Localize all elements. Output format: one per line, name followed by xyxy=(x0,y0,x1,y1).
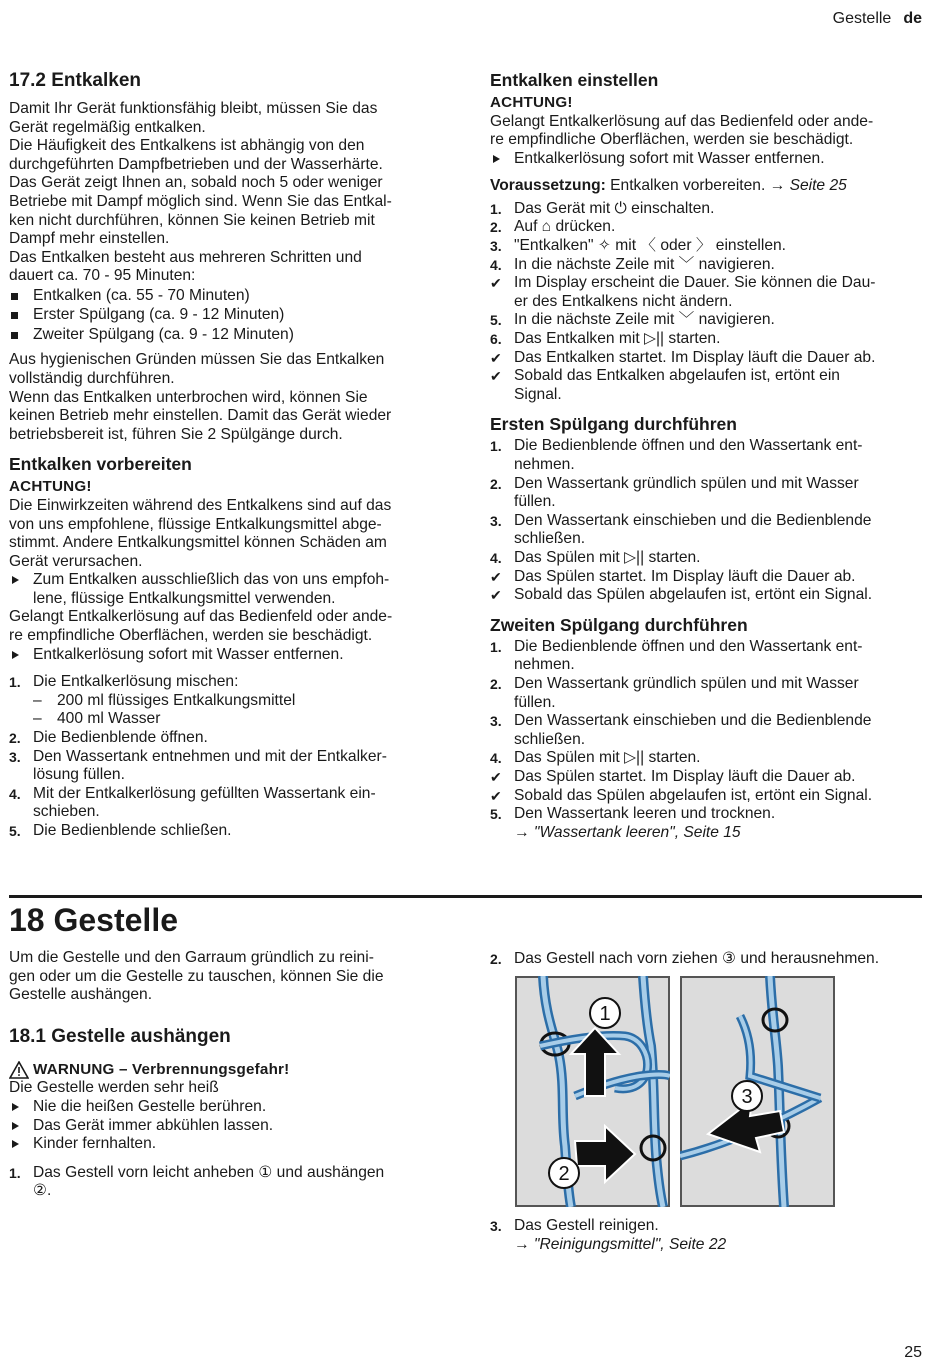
warning-label: WARNUNG – Verbrennungsgefahr! xyxy=(33,1060,290,1078)
step-item xyxy=(490,256,930,275)
step-text: nehmen. xyxy=(514,656,575,674)
step-text: Das Spülen mit ▷|| starten. xyxy=(514,749,701,767)
list-item xyxy=(9,286,449,306)
prep-warning-line: re empfindliche Oberflächen, werden sie beschädigt. xyxy=(9,627,373,645)
prep-warning-line: Gerät verursachen. xyxy=(9,552,143,570)
result-item xyxy=(490,367,930,404)
step-number: 2. xyxy=(490,951,502,967)
triangle-bullet-icon xyxy=(493,155,500,163)
step-text: schließen. xyxy=(514,530,586,548)
list-item-text: Zweiter Spülgang (ca. 9 - 12 Minuten) xyxy=(33,325,294,343)
step-item xyxy=(490,475,930,512)
hygiene-line: keinen Betrieb mehr einstellen. Damit das Gerät wieder xyxy=(9,407,392,425)
rinse1-heading: Ersten Spülgang durchführen xyxy=(490,414,737,435)
dash-bullet-icon: – xyxy=(33,691,42,709)
result-item xyxy=(490,349,930,368)
step-item xyxy=(490,675,930,712)
checkmark-icon: ✔ xyxy=(490,275,502,292)
step-text: lösung füllen. xyxy=(33,766,125,784)
action-line: lene, flüssige Entkalkungsmittel verwenden. xyxy=(33,589,336,607)
square-bullet-icon xyxy=(11,293,18,300)
action-item xyxy=(9,646,449,665)
prerequisite xyxy=(490,177,930,196)
step-item xyxy=(490,712,930,749)
triangle-bullet-icon xyxy=(12,1103,19,1111)
step-text: Die Bedienblende öffnen. xyxy=(33,729,208,747)
step-number: 5. xyxy=(490,312,502,329)
chapter-intro-line: gen oder um die Gestelle zu tauschen, können Sie die xyxy=(9,967,384,985)
intro-line: dauert ca. 70 - 95 Minuten: xyxy=(9,267,196,285)
list-item-text: Erster Spülgang (ca. 9 - 12 Minuten) xyxy=(33,306,285,324)
step-item xyxy=(9,673,449,692)
step-number: 2. xyxy=(490,675,502,692)
action-line: Entkalkerlösung sofort mit Wasser entfernen. xyxy=(33,645,344,663)
header-lang: de xyxy=(903,10,922,27)
step-text: In die nächste Zeile mit ﹀ navigieren. xyxy=(514,255,775,273)
step-number: 2. xyxy=(9,730,21,747)
result-item xyxy=(490,568,930,587)
sub-item xyxy=(9,710,449,729)
chapter-right-column xyxy=(490,950,930,969)
action-line: Zum Entkalken ausschließlich das von uns empfoh- xyxy=(33,571,390,589)
square-bullet-icon xyxy=(11,312,18,319)
rinse2-steps xyxy=(490,638,930,824)
list-item-text: Entkalken (ca. 55 - 70 Minuten) xyxy=(33,286,250,304)
sub-item-text: 400 ml Wasser xyxy=(57,710,161,728)
step-text: Signal. xyxy=(514,385,562,403)
step-text: Im Display erscheint die Dauer. Sie können die Dau- xyxy=(514,274,876,292)
step-number: 1. xyxy=(490,200,502,217)
prep-warning-line: Gelangt Entkalkerlösung auf das Bedienfeld oder ande- xyxy=(9,608,393,626)
header-section: Gestelle xyxy=(832,10,892,27)
prerequisite-text: Entkalken vorbereiten. xyxy=(605,177,770,195)
step-text: Auf ⌂ drücken. xyxy=(514,218,616,236)
dash-bullet-icon: – xyxy=(33,710,42,728)
action-item xyxy=(9,571,449,608)
step-number: 4. xyxy=(9,785,21,802)
triangle-bullet-icon xyxy=(12,576,19,584)
step-item xyxy=(490,805,930,824)
step-item xyxy=(9,748,449,785)
prep-steps xyxy=(9,673,449,840)
running-header xyxy=(833,10,922,29)
result-item xyxy=(490,274,930,311)
checkmark-icon: ✔ xyxy=(490,768,502,785)
step-text: In die nächste Zeile mit ﹀ navigieren. xyxy=(514,311,775,329)
step-number: 2. xyxy=(490,219,502,236)
step-text: Das Gestell nach vorn ziehen ③ und herausnehmen. xyxy=(514,950,880,967)
figure-label: 3 xyxy=(741,1086,753,1108)
reference-row xyxy=(490,824,930,843)
step-item xyxy=(490,638,930,675)
intro-line: Das Gerät zeigt Ihnen an, sobald noch 5 oder weniger xyxy=(9,174,383,192)
settings-steps xyxy=(490,200,930,405)
step-item xyxy=(9,1164,449,1201)
step-item xyxy=(490,218,930,237)
step-text: Das Spülen startet. Im Display läuft die Dauer ab. xyxy=(514,767,856,785)
list-item xyxy=(9,325,449,345)
intro-line: Damit Ihr Gerät funktionsfähig bleibt, müssen Sie das xyxy=(9,100,378,117)
step-number: 4. xyxy=(490,750,502,767)
step-number: 5. xyxy=(490,806,502,823)
reference-row xyxy=(490,1236,930,1255)
step-text: schließen. xyxy=(514,730,586,748)
step-text: Das Spülen mit ▷|| starten. xyxy=(514,548,701,566)
settings-warning-line: Gelangt Entkalkerlösung auf das Bedienfeld oder ande- xyxy=(490,112,874,130)
step-text: Die Bedienblende schließen. xyxy=(33,822,232,839)
intro-line: Dampf mehr einstellen. xyxy=(9,230,170,248)
rack-figure-lift xyxy=(515,976,670,1207)
step-item xyxy=(490,1217,930,1236)
step-item xyxy=(9,822,449,841)
step-number: 6. xyxy=(490,331,502,348)
triangle-bullet-icon xyxy=(12,651,19,659)
step-text: Die Bedienblende öffnen und den Wassertank ent- xyxy=(514,637,863,655)
page-reference-link[interactable]: → Seite 25 xyxy=(769,177,847,195)
chapter-intro-line: Um die Gestelle und den Garraum gründlich zu reini- xyxy=(9,949,374,966)
action-item xyxy=(9,1098,449,1117)
chapter-left-column xyxy=(9,901,449,1201)
step-text: Den Wassertank leeren und trocknen. xyxy=(514,805,776,823)
warning-text: Die Gestelle werden sehr heiß xyxy=(9,1079,219,1097)
step-text: Sobald das Spülen abgelaufen ist, ertönt ein Signal. xyxy=(514,586,873,604)
section-heading-18-1: 18.1 Gestelle aushängen xyxy=(9,1025,231,1047)
step-item xyxy=(490,237,930,256)
step-text: Das Gestell reinigen. xyxy=(514,1217,659,1234)
step-number: 3. xyxy=(490,512,502,529)
step-number: 4. xyxy=(490,256,502,273)
action-item xyxy=(490,150,930,169)
step-text: schieben. xyxy=(33,803,100,821)
chapter-right-column-bottom xyxy=(490,1217,930,1254)
hygiene-line: Wenn das Entkalken unterbrochen wird, können Sie xyxy=(9,388,368,406)
intro-line: durchgeführten Dampfbetrieben und der Wasserhärte. xyxy=(9,155,383,173)
action-line: Das Gerät immer abkühlen lassen. xyxy=(33,1116,274,1134)
checkmark-icon: ✔ xyxy=(490,349,502,366)
prerequisite-label: Voraussetzung: xyxy=(490,177,606,195)
step-text: Sobald das Entkalken abgelaufen ist, ertönt ein xyxy=(514,367,840,385)
step-item xyxy=(490,950,930,969)
action-item xyxy=(9,1135,449,1154)
action-line: Nie die heißen Gestelle berühren. xyxy=(33,1097,267,1115)
step-text: Das Entkalken startet. Im Display läuft die Dauer ab. xyxy=(514,348,876,366)
prep-heading: Entkalken vorbereiten xyxy=(9,454,192,475)
figure-label: 1 xyxy=(599,1003,611,1025)
step-number: 4. xyxy=(490,549,502,566)
step-text: füllen. xyxy=(514,493,556,511)
list-item xyxy=(9,305,449,325)
step-item xyxy=(490,311,930,330)
settings-heading: Entkalken einstellen xyxy=(490,70,659,90)
page-reference-link[interactable]: → "Reinigungsmittel", Seite 22 xyxy=(514,1235,727,1253)
intro-line: ken nicht durchführen, können Sie keinen Betrieb mit xyxy=(9,211,375,229)
step-item xyxy=(490,749,930,768)
rinse2-heading: Zweiten Spülgang durchführen xyxy=(490,614,748,635)
intro-line: Gerät regelmäßig entkalken. xyxy=(9,118,206,136)
sub-item-text: 200 ml flüssiges Entkalkungsmittel xyxy=(57,691,296,709)
step-number: 1. xyxy=(9,1164,21,1181)
step-item xyxy=(490,330,930,349)
step-text: Das Gestell vorn leicht anheben ① und aushängen xyxy=(33,1163,385,1181)
action-line: Entkalkerlösung sofort mit Wasser entfernen. xyxy=(514,149,825,167)
step-text: Die Bedienblende öffnen und den Wassertank ent- xyxy=(514,437,863,455)
hygiene-line: betriebsbereit ist, führen Sie 2 Spülgänge durch. xyxy=(9,425,343,443)
settings-warning-line: re empfindliche Oberflächen, werden sie beschädigt. xyxy=(490,131,854,149)
step-text: Den Wassertank einschieben und die Bedienblende xyxy=(514,712,872,730)
step-item xyxy=(490,437,930,474)
intro-line: Die Häufigkeit des Entkalkens ist abhängig von den xyxy=(9,137,365,155)
step-text: Sobald das Spülen abgelaufen ist, ertönt ein Signal. xyxy=(514,786,873,804)
intro-paragraph xyxy=(9,100,449,286)
step-item xyxy=(490,512,930,549)
step-number: 3. xyxy=(490,713,502,730)
rack-figure-pull xyxy=(680,976,835,1207)
step-number: 3. xyxy=(490,238,502,255)
step-text: füllen. xyxy=(514,693,556,711)
warning-triangle-icon xyxy=(9,1061,29,1079)
step-text: Das Entkalken mit ▷|| starten. xyxy=(514,330,721,348)
rinse1-steps xyxy=(490,437,930,604)
hygiene-paragraph xyxy=(9,351,449,444)
triangle-bullet-icon xyxy=(12,1122,19,1130)
step-number: 1. xyxy=(490,638,502,655)
chapter-title: 18 Gestelle xyxy=(9,902,178,938)
sub-item xyxy=(9,692,449,711)
checkmark-icon: ✔ xyxy=(490,787,502,804)
step-text: Den Wassertank gründlich spülen und mit Wasser xyxy=(514,474,859,492)
chapter-intro-line: Gestelle aushängen. xyxy=(9,986,153,1004)
result-item xyxy=(490,768,930,787)
page-number: 25 xyxy=(904,1344,922,1362)
result-item xyxy=(490,787,930,806)
hygiene-line: vollständig durchführen. xyxy=(9,370,175,388)
prep-warning-line: von uns empfohlene, flüssige Entkalkungsmittel abge- xyxy=(9,515,382,533)
step-text: Das Spülen startet. Im Display läuft die Dauer ab. xyxy=(514,567,856,585)
step-text: Das Gerät mit ⏻ einschalten. xyxy=(514,199,715,217)
step-text: Mit der Entkalkerlösung gefüllten Wassertank ein- xyxy=(33,784,376,802)
prep-warning-label: ACHTUNG! xyxy=(9,478,92,496)
checkmark-icon: ✔ xyxy=(490,587,502,604)
step-text: Den Wassertank gründlich spülen und mit Wasser xyxy=(514,674,859,692)
page-reference-link[interactable]: → "Wassertank leeren", Seite 15 xyxy=(514,823,741,841)
step-item xyxy=(490,200,930,219)
left-column-top xyxy=(9,69,449,841)
step-text: Den Wassertank entnehmen und mit der Entkalker- xyxy=(33,747,387,765)
checkmark-icon: ✔ xyxy=(490,368,502,385)
step-number: 5. xyxy=(9,823,21,839)
step-item xyxy=(9,785,449,822)
chapter-rule xyxy=(9,895,922,898)
step-text: nehmen. xyxy=(514,456,575,473)
step-number: 2. xyxy=(490,475,502,492)
prep-warning-line: Die Einwirkzeiten während des Entkalkens sind auf das xyxy=(9,496,392,514)
checkmark-icon: ✔ xyxy=(490,568,502,585)
warning-row xyxy=(9,1061,449,1080)
prep-warning-line: stimmt. Andere Entkalkungsmittel können Schäden am xyxy=(9,534,387,552)
step-text: ②. xyxy=(33,1182,52,1200)
step-number: 1. xyxy=(9,674,21,691)
intro-line: Das Entkalken besteht aus mehreren Schritten und xyxy=(9,248,362,266)
section-heading-17-2: 17.2 Entkalken xyxy=(9,70,142,91)
step-number: 3. xyxy=(9,748,21,765)
step-text: Die Entkalkerlösung mischen: xyxy=(33,673,239,691)
step-number: 1. xyxy=(490,438,502,455)
square-bullet-icon xyxy=(11,332,18,339)
right-column-top xyxy=(490,69,930,842)
hygiene-line: Aus hygienischen Gründen müssen Sie das Entkalken xyxy=(9,351,385,369)
step-number: 3. xyxy=(490,1218,502,1234)
step-text: "Entkalken" ✧ mit 〈 oder 〉 einstellen. xyxy=(514,237,787,255)
triangle-bullet-icon xyxy=(12,1140,19,1148)
intro-line: Betriebe mit Dampf möglich sind. Wenn Sie das Entkal- xyxy=(9,192,392,210)
step-item xyxy=(9,729,449,748)
result-item xyxy=(490,586,930,605)
phase-list xyxy=(9,286,449,345)
action-line: Kinder fernhalten. xyxy=(33,1135,157,1153)
step-item xyxy=(490,549,930,568)
step-text: er des Entkalkens nicht ändern. xyxy=(514,292,733,310)
settings-warning-label: ACHTUNG! xyxy=(490,94,573,111)
figure-label: 2 xyxy=(558,1163,570,1185)
action-item xyxy=(9,1117,449,1136)
step-text: Den Wassertank einschieben und die Bedienblende xyxy=(514,511,872,529)
